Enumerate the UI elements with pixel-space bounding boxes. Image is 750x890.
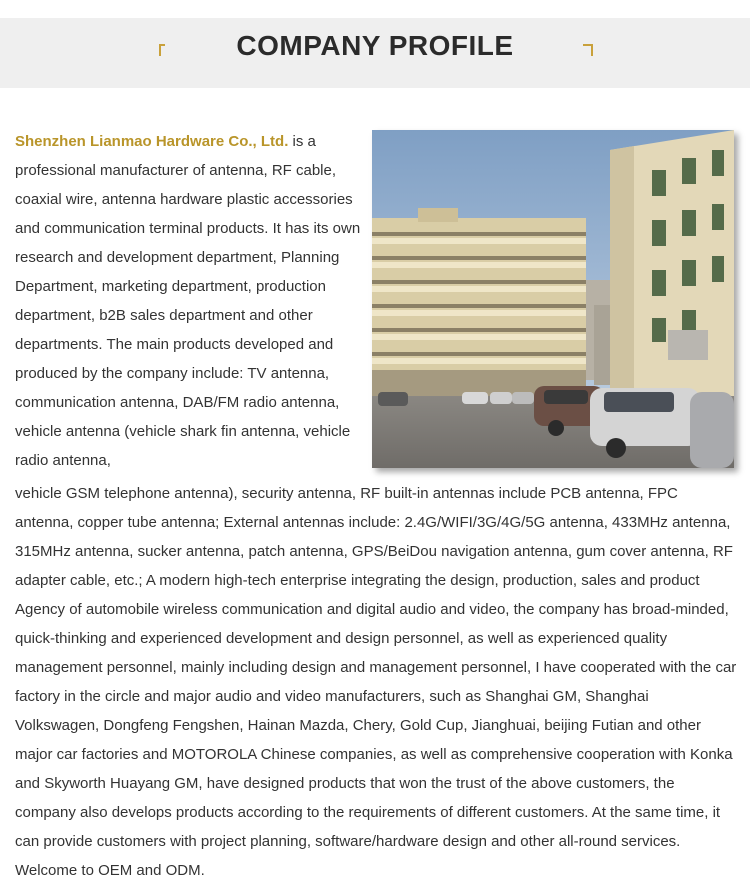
company-name: Shenzhen Lianmao Hardware Co., Ltd.: [15, 133, 289, 150]
body-paragraph: vehicle GSM telephone antenna), security antenna, RF built-in antennas include PCB antenna, FPC antenna, copper tube antenna; External antennas include: 2.4G/WIFI/3G/4G/5G antenna, 433MHz antenna, 315MHz antenna, sucker antenna, patch antenna, GPS/BeiDou navigation antenna, gum cover antenna, RF adapter cable, etc.; A modern high-tech enterprise integrating the design, production, sales and product Agency of automobile wireless communication and digital audio and video, the company has broad-minded, quick-thinking and experienced development and design personnel, as well as experienced quality management personnel, mainly including design and management personnel, I have cooperated with the car factory in the circle and major audio and video manufacturers, such as Shanghai GM, Shanghai Volkswagen, Dongfeng Fengshen, Hainan Mazda, Chery, Gold Cup, Jianghuai, beijing Futian and other major car factories and MOTOROLA Chinese companies, as well as comprehensive cooperation with Konka and Skyworth Huayang GM, have designed products that won the trust of the above customers, the company also develops products according to the requirements of different customers. At the same time, it can provide customers with project planning, software/hardware design and other all-round services. Welcome to OEM and ODM.: [15, 485, 737, 879]
intro-paragraph: [15, 127, 365, 475]
factory-photo: [372, 130, 734, 468]
page-title: COMPANY PROFILE: [236, 30, 514, 61]
intro-text: is a professional manufacturer of antenna, RF cable, coaxial wire, antenna hardware plastic accessories and communication terminal products. It has its own research and development department, Planning Department, marketing department, production department, b2B sales department and other departments. The main products developed and produced by the company include: TV antenna, communication antenna, DAB/FM radio antenna, vehicle antenna (vehicle shark fin antenna, vehicle radio antenna,: [15, 133, 361, 469]
corner-bracket-right-icon: [583, 44, 593, 56]
